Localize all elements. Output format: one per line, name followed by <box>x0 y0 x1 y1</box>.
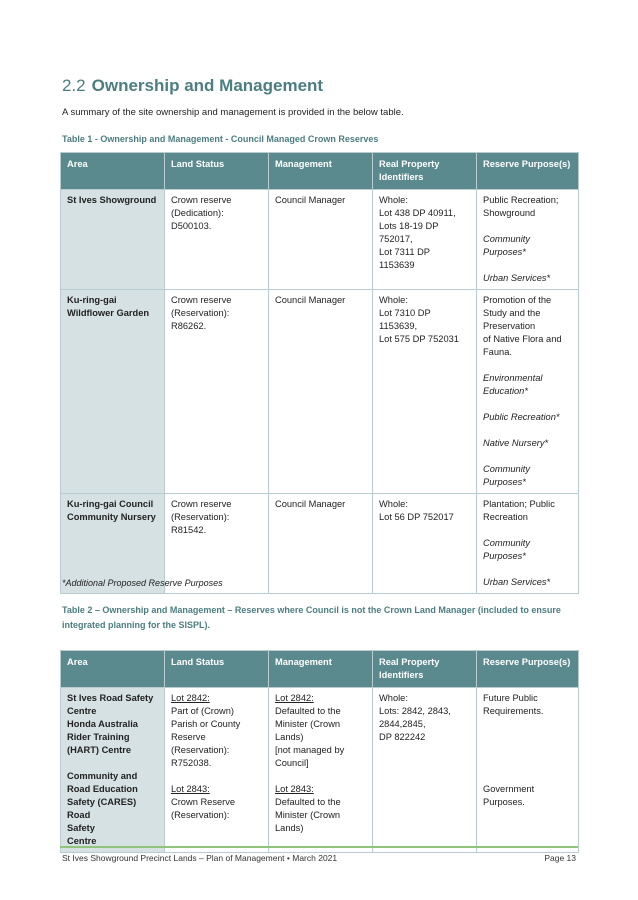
table2-header-land-status: Land Status <box>165 651 269 688</box>
table1 <box>60 152 579 594</box>
text-line: Crown reserve <box>171 499 232 509</box>
mgmt-b-heading: Lot 2843: <box>275 784 314 794</box>
table2-header-area: Area <box>61 651 165 688</box>
table-row <box>61 190 579 290</box>
land-a-heading: Lot 2842: <box>171 693 210 703</box>
text-line: Purposes* <box>483 477 526 487</box>
section-number: 2.2 <box>62 76 86 95</box>
cell-management: Council Manager <box>269 290 373 494</box>
text-line: R86262. <box>171 321 207 331</box>
text-line: (Reservation): <box>171 512 230 522</box>
text-line: Showground <box>483 208 536 218</box>
footnote: *Additional Proposed Reserve Purposes <box>62 578 223 588</box>
cell-purposes <box>477 494 579 594</box>
text-line: (Reservation): <box>171 810 230 820</box>
rpi-lines <box>379 692 470 744</box>
cell-land-status <box>165 290 269 494</box>
table1-header-row <box>61 153 579 190</box>
text-line: Lot 575 DP 752031 <box>379 334 459 344</box>
text-line: R752038. <box>171 758 212 768</box>
text-line: Safety <box>67 823 95 833</box>
text-line: Public Recreation* <box>483 412 560 422</box>
text-line: (Reservation): <box>171 745 230 755</box>
text-line: Lot 7311 DP <box>379 247 430 257</box>
text-line: Honda Australia <box>67 719 138 729</box>
table2-header-row <box>61 651 579 688</box>
table1-header-land-status: Land Status <box>165 153 269 190</box>
text-line: Minister (Crown <box>275 719 341 729</box>
text-line: Purposes. <box>483 797 525 807</box>
text-line: Fauna. <box>483 347 512 357</box>
text-line: Plantation; Public <box>483 499 555 509</box>
land-b-lines <box>171 796 262 822</box>
text-line: Lot 438 DP 40911, <box>379 208 456 218</box>
text-line: 2844,2845, <box>379 719 426 729</box>
text-line: Whole: <box>379 693 408 703</box>
cell-land-status <box>165 190 269 290</box>
text-line: Centre <box>67 706 97 716</box>
table-row <box>61 688 579 853</box>
text-line: Lots 18-19 DP <box>379 221 439 231</box>
text-line: Public Recreation; <box>483 195 559 205</box>
text-line: (HART) Centre <box>67 745 132 755</box>
table2-caption: Table 2 – Ownership and Management – Reserves where Council is not the Crown Land Manager (included to ensure integrated planning for the SISPL). <box>62 605 561 630</box>
text-line: Parish or County <box>171 719 241 729</box>
text-line: Lands) <box>275 823 304 833</box>
text-line: Minister (Crown <box>275 810 341 820</box>
section-heading <box>62 76 323 96</box>
table1-caption: Table 1 - Ownership and Management - Council Managed Crown Reserves <box>62 134 379 144</box>
text-line: Defaulted to the <box>275 797 341 807</box>
text-line: 1153639, <box>379 321 418 331</box>
text-line: Crown Reserve <box>171 797 236 807</box>
land-b-heading: Lot 2843: <box>171 784 210 794</box>
table2-header-rpi: Real Property Identifiers <box>373 651 477 688</box>
cell-management: Council Manager <box>269 494 373 594</box>
text-line: Centre <box>67 836 97 846</box>
text-line: Government <box>483 784 535 794</box>
text-line: Community <box>483 538 531 548</box>
text-line: Council] <box>275 758 309 768</box>
intro-paragraph: A summary of the site ownership and management is provided in the below table. <box>62 107 404 118</box>
text-line: Future Public <box>483 693 538 703</box>
cell-area: Ku-ring-gai Wildflower Garden <box>61 290 165 494</box>
text-line: [not managed by <box>275 745 345 755</box>
mgmt-a-heading: Lot 2842: <box>275 693 314 703</box>
text-line: Lots: 2842, 2843, <box>379 706 451 716</box>
cell-rpi <box>373 290 477 494</box>
table2-header-management: Management <box>269 651 373 688</box>
cell-management: Council Manager <box>269 190 373 290</box>
cell-purposes <box>477 290 579 494</box>
text-line: Defaulted to the <box>275 706 341 716</box>
text-line: 1153639 <box>379 260 415 270</box>
text-line: Whole: <box>379 295 408 305</box>
land-a-lines <box>171 705 262 770</box>
text-line: D500103. <box>171 221 212 231</box>
text-line: R81542. <box>171 525 207 535</box>
text-line: St Ives Road Safety <box>67 693 154 703</box>
text-line: Recreation <box>483 512 528 522</box>
table1-header-area: Area <box>61 153 165 190</box>
purpose-b-lines <box>483 783 572 809</box>
section-title: Ownership and Management <box>91 76 324 95</box>
cell-area: St Ives Showground <box>61 190 165 290</box>
text-line: Community <box>483 464 531 474</box>
table-row <box>61 290 579 494</box>
text-line: DP 822242 <box>379 732 426 742</box>
text-line: Reserve <box>171 732 206 742</box>
text-line: Community <box>483 234 531 244</box>
text-line: Whole: <box>379 499 408 509</box>
mgmt-a-lines <box>275 705 366 770</box>
table2-header-purposes: Reserve Purpose(s) <box>477 651 579 688</box>
table2-cell-purposes <box>477 688 579 853</box>
purpose-a-lines <box>483 692 572 718</box>
table2-cell-management <box>269 688 373 853</box>
text-line: (Dedication): <box>171 208 224 218</box>
text-line: Whole: <box>379 195 408 205</box>
text-line: (Reservation): <box>171 308 230 318</box>
table2-cell-land-status <box>165 688 269 853</box>
cell-rpi <box>373 494 477 594</box>
cell-rpi <box>373 190 477 290</box>
mgmt-b-lines <box>275 796 366 835</box>
table2-cell-rpi <box>373 688 477 853</box>
text-line: Crown reserve <box>171 195 232 205</box>
text-line: Rider Training <box>67 732 130 742</box>
text-line: Safety (CARES) Road <box>67 797 137 820</box>
text-line: Education* <box>483 386 528 396</box>
table2-cell-area <box>61 688 165 853</box>
text-line: Requirements. <box>483 706 544 716</box>
text-line: Urban Services* <box>483 273 551 283</box>
footer-document-title: St Ives Showground Precinct Lands – Plan of Management • March 2021 <box>62 853 338 863</box>
text-line: Road Education <box>67 784 138 794</box>
footer-page-number: Page 13 <box>544 853 576 863</box>
text-line: Native Nursery* <box>483 438 549 448</box>
text-line: Promotion of the <box>483 295 552 305</box>
text-line: of Native Flora and <box>483 334 562 344</box>
text-line: 752017, <box>379 234 413 244</box>
text-line: Urban Services* <box>483 577 551 587</box>
text-line: Purposes* <box>483 247 526 257</box>
text-line: Community and <box>67 771 138 781</box>
text-line: Purposes* <box>483 551 526 561</box>
text-line: Lot 7310 DP <box>379 308 431 318</box>
cell-area: Ku-ring-gai Council Community Nursery <box>61 494 165 594</box>
text-line: Study and the <box>483 308 541 318</box>
text-line: Crown reserve <box>171 295 232 305</box>
table1-header-purposes: Reserve Purpose(s) <box>477 153 579 190</box>
table1-header-rpi: Real Property Identifiers <box>373 153 477 190</box>
text-line: Lot 56 DP 752017 <box>379 512 454 522</box>
cell-purposes <box>477 190 579 290</box>
text-line: Preservation <box>483 321 536 331</box>
text-line: Part of (Crown) <box>171 706 235 716</box>
table2 <box>60 650 579 853</box>
text-line: Lands) <box>275 732 304 742</box>
text-line: Environmental <box>483 373 543 383</box>
area-lines-a <box>67 692 158 757</box>
table1-body <box>61 190 579 594</box>
area-lines-b <box>67 770 158 848</box>
footer-rule <box>60 846 578 848</box>
table1-header-management: Management <box>269 153 373 190</box>
